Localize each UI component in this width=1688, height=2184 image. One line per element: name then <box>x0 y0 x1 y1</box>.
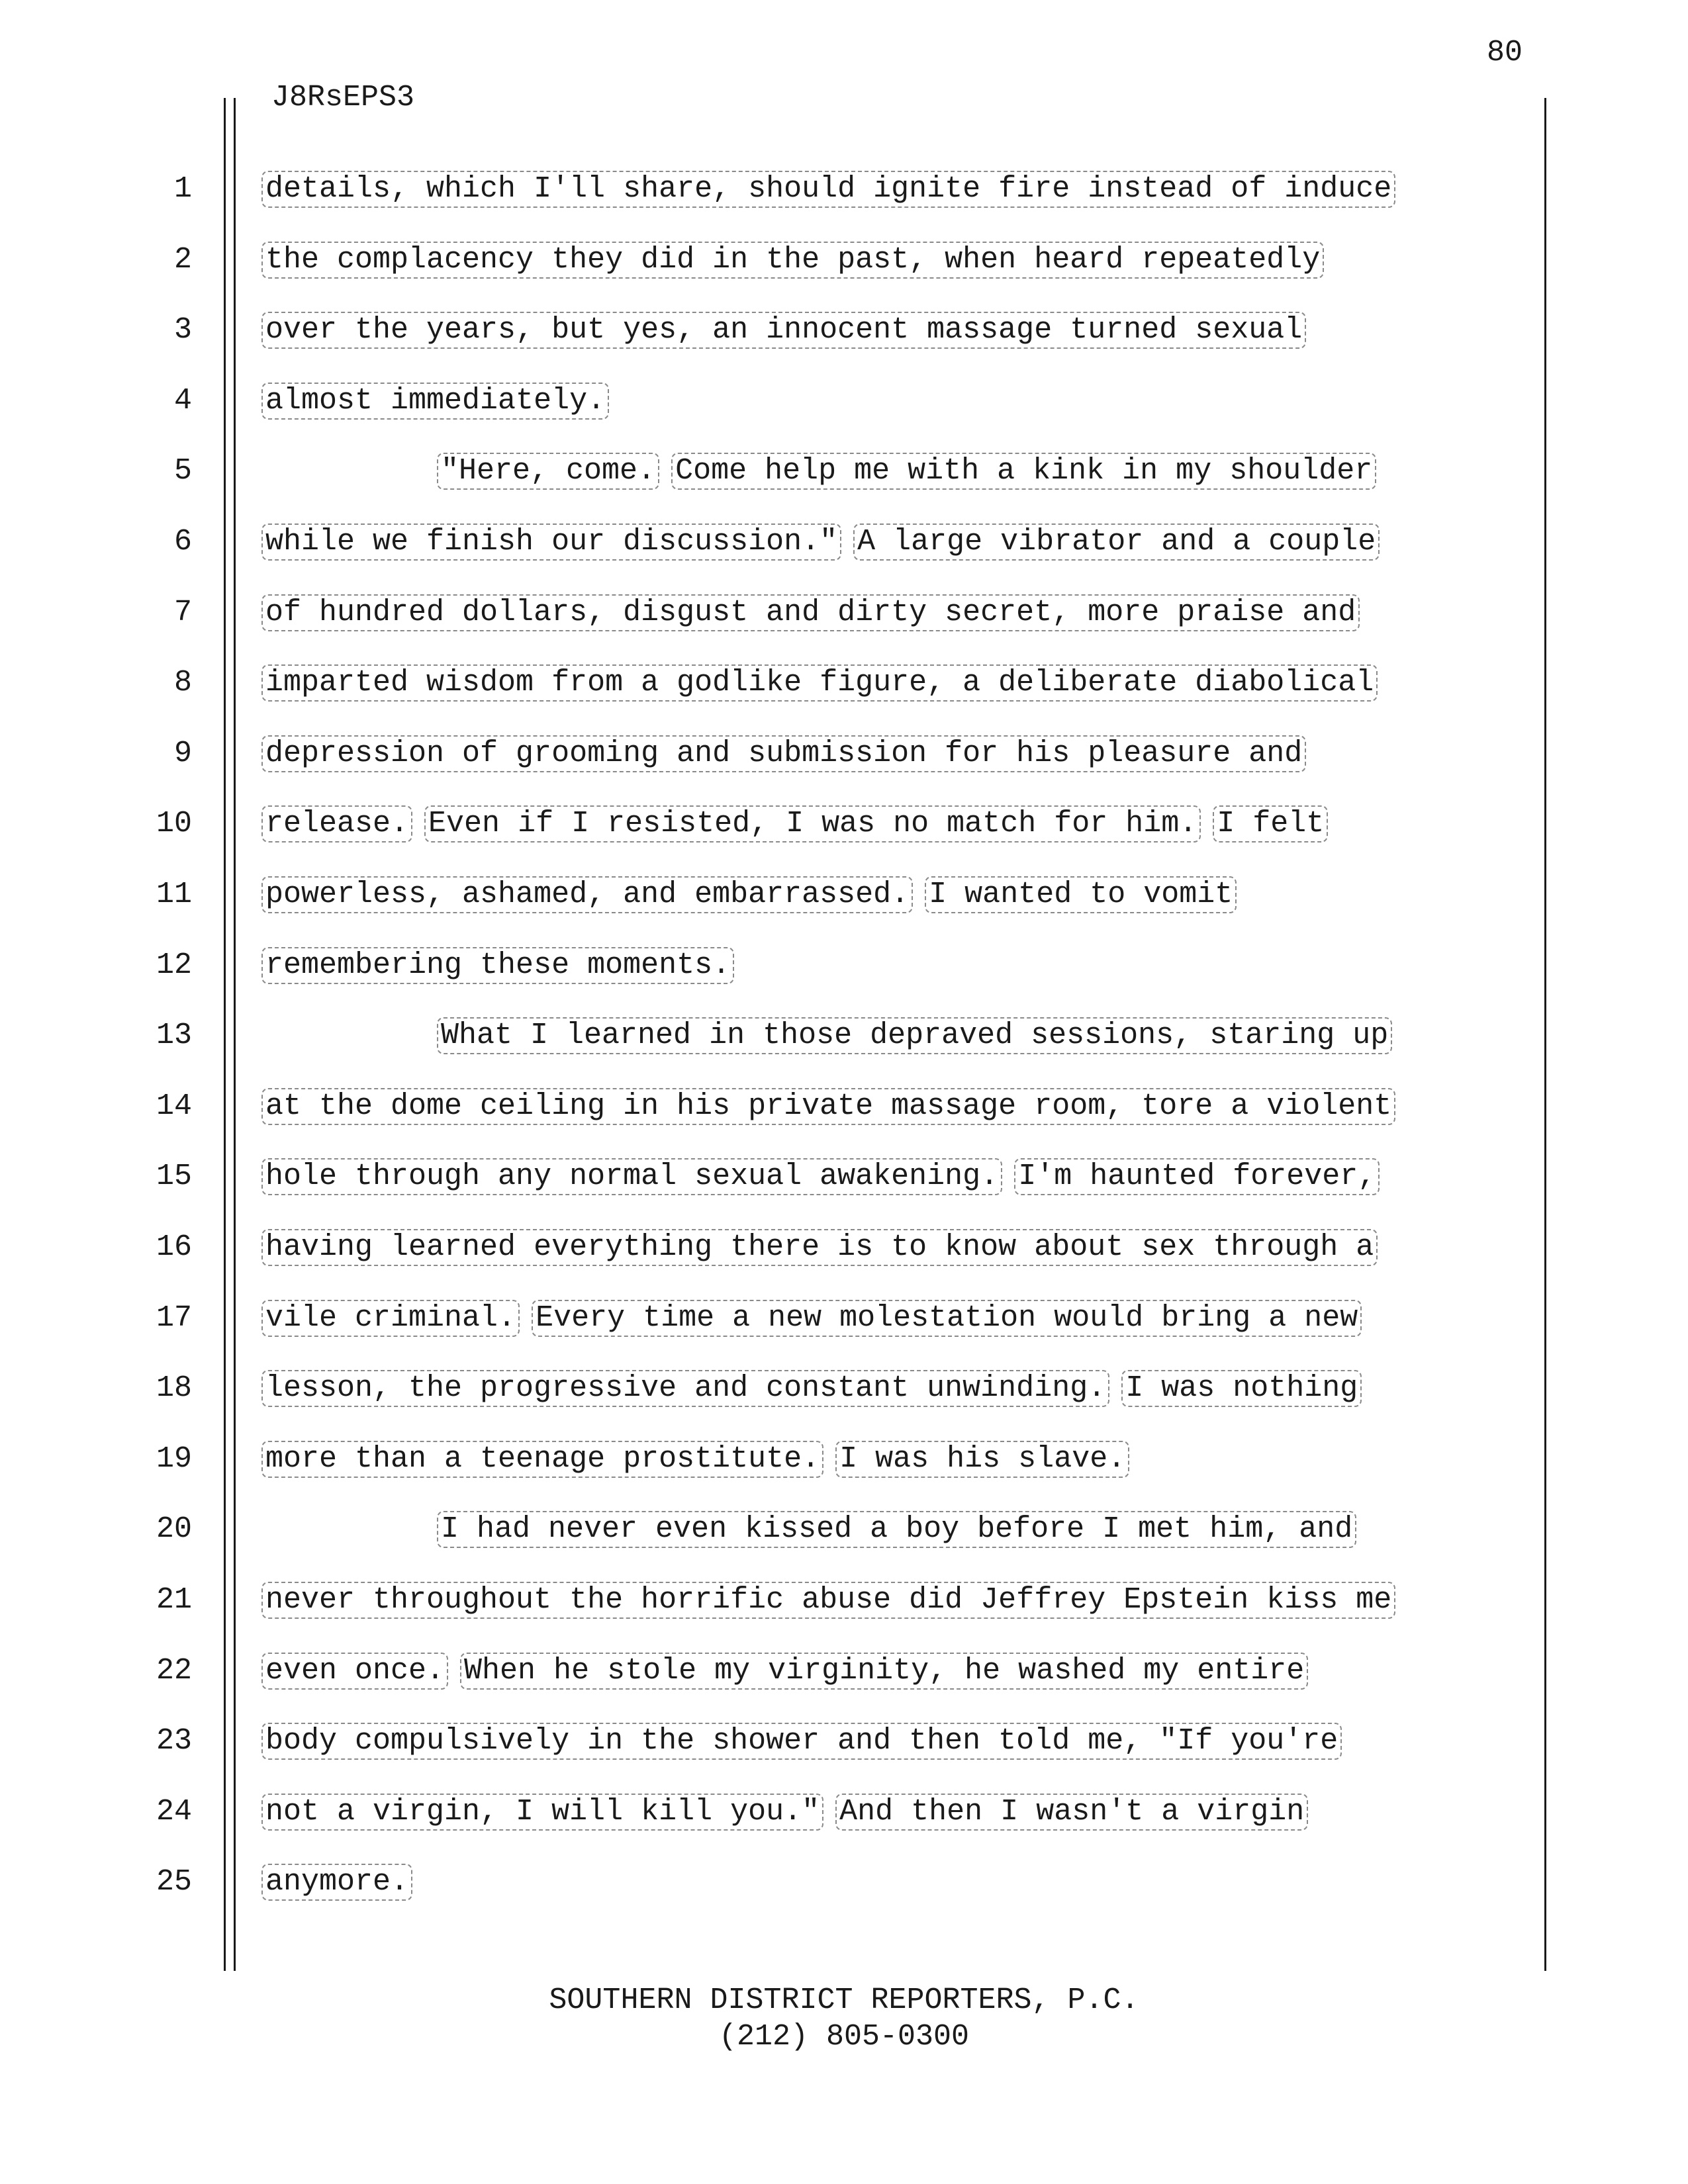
text-segment: Come help me with a kink in my shoulder <box>671 453 1376 490</box>
text-segment: When he stole my virginity, he washed my entire <box>460 1653 1308 1690</box>
text-segment: details, which I'll share, should ignite fire instead of induce <box>261 171 1395 208</box>
transcript-line <box>0 1298 1688 1369</box>
line-text <box>261 946 734 985</box>
line-number: 20 <box>156 1512 192 1547</box>
text-segment: Every time a new molestation would bring a new <box>532 1300 1362 1337</box>
line-text <box>261 1862 412 1902</box>
line-text <box>261 1439 1129 1479</box>
transcript-line <box>0 381 1688 452</box>
text-segment: while we finish our discussion." <box>261 523 841 561</box>
transcript-line <box>0 1439 1688 1510</box>
text-segment: A large vibrator and a couple <box>853 523 1380 561</box>
line-number: 8 <box>173 666 192 700</box>
text-segment: over the years, but yes, an innocent massage turned sexual <box>261 312 1306 349</box>
footer-reporter: SOUTHERN DISTRICT REPORTERS, P.C. <box>549 1983 1139 2017</box>
line-number: 5 <box>173 454 192 488</box>
line-text <box>261 663 1378 703</box>
transcript-line <box>0 1792 1688 1863</box>
text-segment: body compulsively in the shower and then told me, "If you're <box>261 1723 1342 1760</box>
transcript-line <box>0 734 1688 805</box>
text-segment: depression of grooming and submission for his pleasure and <box>261 735 1306 772</box>
transcript-line <box>0 310 1688 381</box>
line-text <box>261 240 1324 280</box>
line-text <box>261 875 1237 915</box>
line-text <box>261 451 1376 491</box>
line-number: 16 <box>156 1230 192 1264</box>
text-segment: I felt <box>1213 805 1328 842</box>
line-text <box>261 734 1306 774</box>
line-number: 10 <box>156 807 192 841</box>
transcript-line <box>0 1721 1688 1792</box>
text-segment: And then I wasn't a virgin <box>835 1794 1308 1831</box>
transcript-line <box>0 1228 1688 1298</box>
text-segment: vile criminal. <box>261 1300 520 1337</box>
text-segment: release. <box>261 805 412 842</box>
line-text <box>261 1369 1362 1408</box>
transcript-line <box>0 804 1688 875</box>
line-number: 24 <box>156 1794 192 1829</box>
line-text <box>261 1157 1380 1197</box>
text-segment: almost immediately. <box>261 383 609 420</box>
text-segment: the complacency they did in the past, when heard repeatedly <box>261 242 1324 279</box>
line-number: 3 <box>173 313 192 347</box>
transcript-line <box>0 875 1688 946</box>
line-number: 6 <box>173 525 192 559</box>
line-text <box>261 1580 1395 1620</box>
line-number: 12 <box>156 948 192 982</box>
line-text <box>261 169 1395 209</box>
text-segment: even once. <box>261 1653 448 1690</box>
line-text <box>261 381 609 421</box>
page-number: 80 <box>1486 36 1523 69</box>
line-text <box>261 1792 1308 1832</box>
text-segment: not a virgin, I will kill you." <box>261 1794 823 1831</box>
text-segment: hole through any normal sexual awakening. <box>261 1158 1002 1195</box>
transcript-line <box>0 1862 1688 1933</box>
text-segment: anymore. <box>261 1864 412 1901</box>
line-number: 15 <box>156 1160 192 1194</box>
text-segment: I'm haunted forever, <box>1014 1158 1380 1195</box>
line-number: 18 <box>156 1371 192 1406</box>
text-segment: Even if I resisted, I was no match for him. <box>424 805 1201 842</box>
line-number: 14 <box>156 1089 192 1123</box>
line-text <box>261 1510 1356 1549</box>
text-segment: more than a teenage prostitute. <box>261 1441 823 1478</box>
text-segment: having learned everything there is to know about sex through a <box>261 1229 1378 1266</box>
transcript-line <box>0 451 1688 522</box>
line-text <box>261 804 1328 844</box>
line-number: 22 <box>156 1653 192 1688</box>
transcript-line <box>0 1651 1688 1722</box>
line-text <box>261 1087 1395 1126</box>
case-id: J8RsEPS3 <box>271 81 415 114</box>
line-number: 21 <box>156 1583 192 1617</box>
transcript-line <box>0 1016 1688 1087</box>
text-segment: I was his slave. <box>835 1441 1129 1478</box>
transcript-line <box>0 663 1688 734</box>
transcript-line <box>0 946 1688 1017</box>
text-segment: What I learned in those depraved sessions, staring up <box>437 1017 1392 1054</box>
line-number: 7 <box>173 595 192 629</box>
transcript-line <box>0 1510 1688 1580</box>
transcript-line <box>0 593 1688 664</box>
line-number: 11 <box>156 878 192 911</box>
text-segment: powerless, ashamed, and embarrassed. <box>261 876 913 913</box>
transcript-line <box>0 240 1688 311</box>
text-segment: "Here, come. <box>437 453 659 490</box>
text-segment: I wanted to vomit <box>925 876 1237 913</box>
line-number: 1 <box>173 172 192 206</box>
transcript-line <box>0 1580 1688 1651</box>
line-number: 17 <box>156 1300 192 1335</box>
transcript-line <box>0 169 1688 240</box>
line-text <box>261 310 1306 350</box>
line-text <box>261 593 1360 633</box>
text-segment: I had never even kissed a boy before I met him, and <box>437 1511 1356 1548</box>
line-number: 4 <box>173 383 192 418</box>
line-number: 23 <box>156 1724 192 1758</box>
line-text <box>261 1298 1362 1338</box>
line-text <box>261 1651 1308 1691</box>
line-number: 25 <box>156 1865 192 1899</box>
text-segment: I was nothing <box>1121 1370 1362 1407</box>
line-text <box>261 522 1380 562</box>
text-segment: at the dome ceiling in his private massage room, tore a violent <box>261 1088 1395 1125</box>
transcript-line <box>0 1369 1688 1439</box>
transcript-line <box>0 1087 1688 1158</box>
line-number: 19 <box>156 1441 192 1476</box>
text-segment: imparted wisdom from a godlike figure, a deliberate diabolical <box>261 664 1378 702</box>
text-segment: lesson, the progressive and constant unwinding. <box>261 1370 1109 1407</box>
line-text <box>261 1016 1392 1056</box>
line-number: 2 <box>173 242 192 277</box>
line-number: 13 <box>156 1019 192 1053</box>
text-segment: never throughout the horrific abuse did Jeffrey Epstein kiss me <box>261 1582 1395 1619</box>
line-number: 9 <box>173 736 192 770</box>
transcript-line <box>0 1157 1688 1228</box>
footer-phone: (212) 805-0300 <box>718 2020 970 2054</box>
line-text <box>261 1228 1378 1267</box>
text-segment: remembering these moments. <box>261 947 734 984</box>
footer <box>0 1982 1688 2055</box>
text-segment: of hundred dollars, disgust and dirty secret, more praise and <box>261 594 1360 631</box>
line-text <box>261 1721 1342 1761</box>
transcript-line <box>0 522 1688 593</box>
